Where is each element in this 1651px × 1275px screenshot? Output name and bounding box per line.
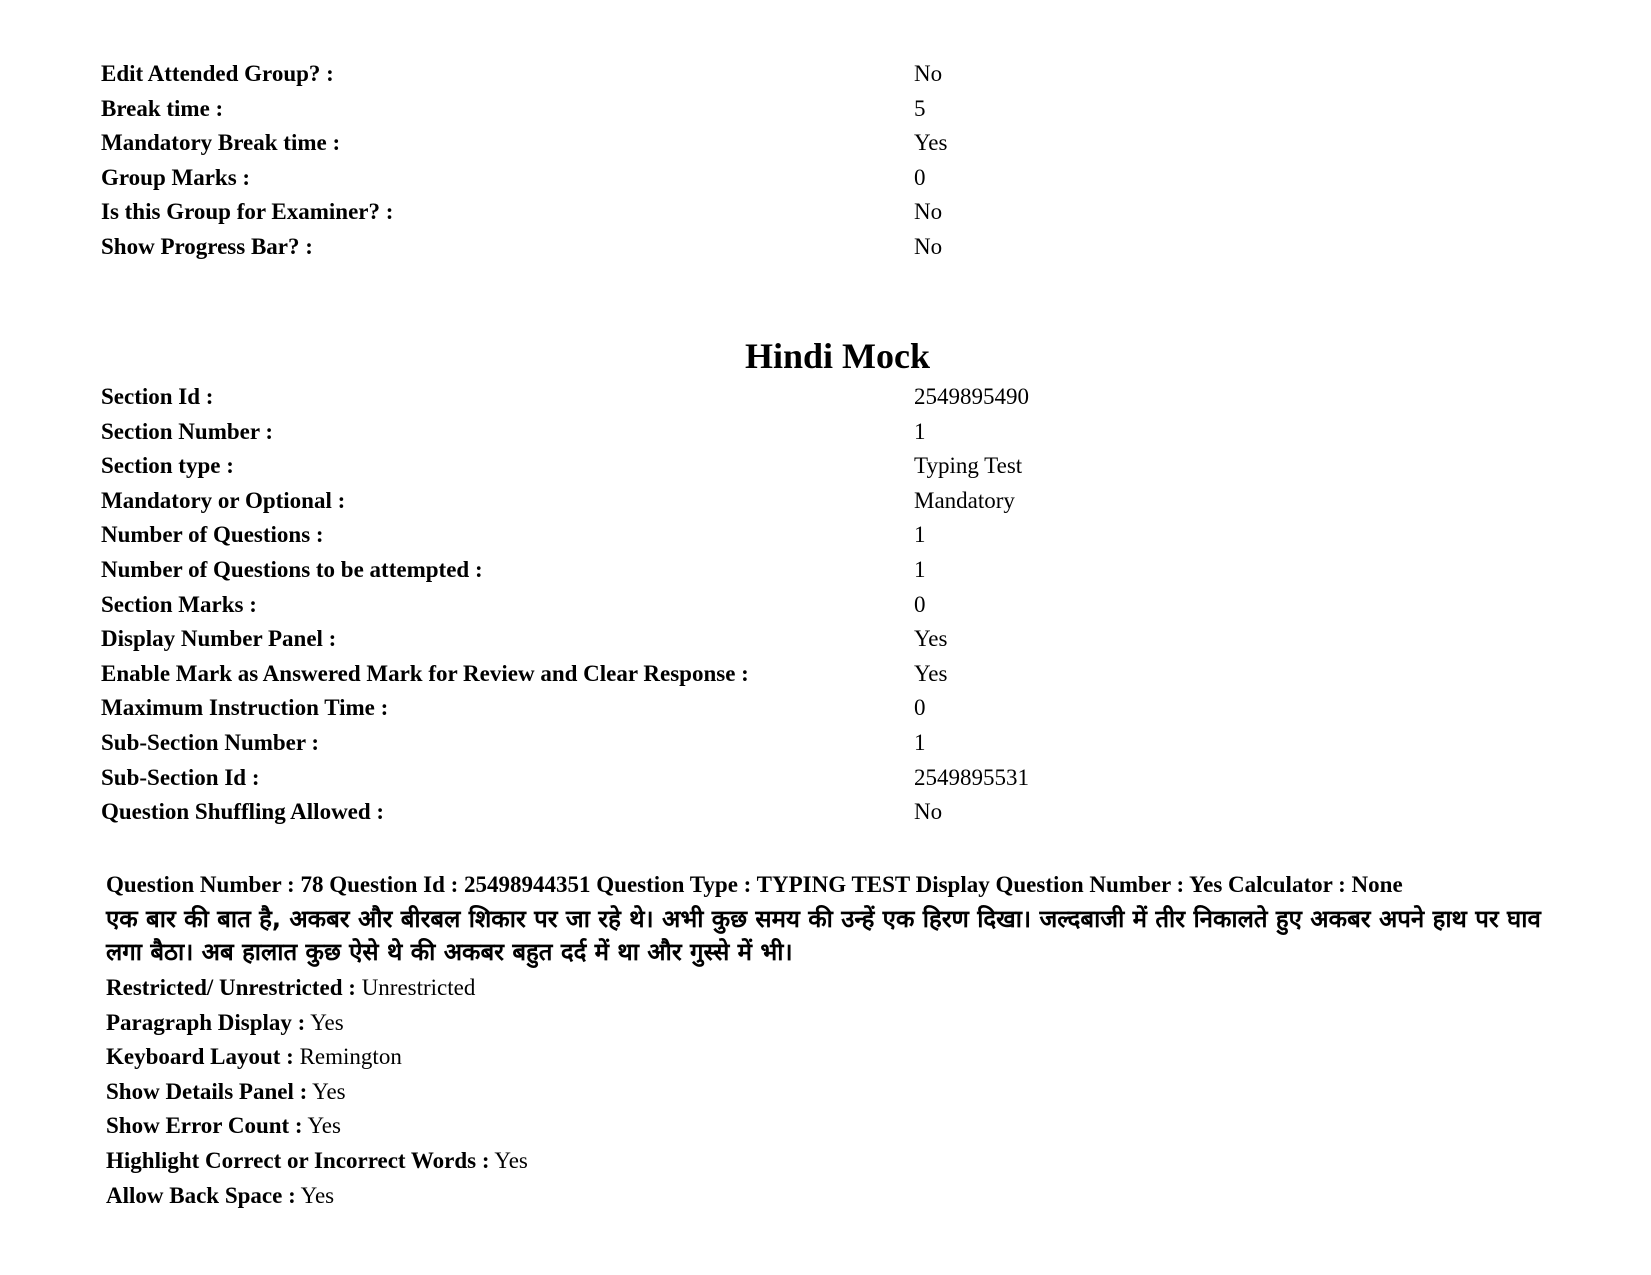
field-label: Section Number :: [101, 418, 274, 444]
option-label: Show Error Count :: [106, 1113, 303, 1139]
question-option-row: [106, 1006, 1566, 1041]
field-label: Question Shuffling Allowed :: [101, 799, 385, 825]
option-label: Restricted/ Unrestricted :: [106, 975, 356, 1000]
field-label: Show Progress Bar? :: [101, 233, 313, 259]
field-label: Break time :: [101, 95, 224, 121]
field-value: Yes: [914, 626, 948, 652]
section-detail-row: [101, 380, 1029, 415]
field-label: Maximum Instruction Time :: [101, 695, 389, 721]
group-setting-row: [101, 126, 947, 161]
section-detail-row: [101, 588, 1029, 623]
field-label: Section type :: [101, 453, 234, 479]
field-value: 1: [914, 522, 926, 548]
question-option-row: [106, 1144, 1566, 1179]
field-label: Sub-Section Id :: [101, 764, 260, 790]
question-option-row: [106, 1179, 1566, 1214]
question-header: Question Number : 78 Question Id : 25498944351 Question Type : TYPING TEST Display Question Number : Yes Calculator : None: [106, 872, 1403, 897]
field-value: 1: [914, 556, 926, 582]
field-value: No: [914, 61, 943, 86]
question-block: [106, 868, 1566, 1213]
option-value: Yes: [312, 1078, 346, 1104]
section-detail-row: [101, 415, 1029, 450]
section-title: Hindi Mock: [744, 336, 931, 376]
section-detail-row: [101, 726, 1029, 761]
field-label: Sub-Section Number :: [101, 729, 320, 755]
option-label: Highlight Correct or Incorrect Words :: [106, 1147, 490, 1173]
field-value: No: [914, 233, 943, 259]
field-label: Display Number Panel :: [101, 626, 337, 652]
field-value: No: [914, 799, 943, 825]
option-value: Unrestricted: [361, 975, 476, 1000]
field-label: Mandatory or Optional :: [101, 487, 346, 513]
option-value: Yes: [300, 1182, 335, 1208]
option-label: Paragraph Display :: [106, 1009, 306, 1035]
field-value: No: [914, 199, 943, 225]
section-detail-row: [101, 622, 1029, 657]
option-label: Show Details Panel :: [106, 1078, 308, 1104]
question-option-row: [106, 1109, 1566, 1144]
section-detail-row: [101, 484, 1029, 519]
section-detail-row: [101, 795, 1029, 830]
field-value: 0: [914, 164, 926, 190]
field-value: 2549895531: [914, 764, 1029, 790]
group-setting-row: [101, 195, 947, 230]
group-setting-row: [101, 161, 947, 196]
section-detail-row: [101, 553, 1029, 588]
field-label: Mandatory Break time :: [101, 130, 341, 156]
field-label: Is this Group for Examiner? :: [101, 199, 394, 225]
field-value: 2549895490: [914, 384, 1029, 409]
section-detail-row: [101, 761, 1029, 796]
field-value: 0: [914, 695, 926, 721]
field-label: Number of Questions :: [101, 522, 324, 548]
field-value: Yes: [914, 660, 948, 686]
option-value: Remington: [299, 1044, 402, 1070]
question-option-row: [106, 1075, 1566, 1110]
option-value: Yes: [310, 1009, 344, 1035]
field-label: Enable Mark as Answered Mark for Review and Clear Response :: [101, 660, 749, 686]
field-label: Section Id :: [101, 384, 214, 409]
field-label: Section Marks :: [101, 591, 257, 617]
question-options: [106, 971, 1566, 1213]
group-setting-row: [101, 57, 947, 92]
field-label: Edit Attended Group? :: [101, 61, 334, 86]
field-value: 0: [914, 591, 926, 617]
option-label: Keyboard Layout :: [106, 1044, 294, 1070]
field-value: Mandatory: [914, 487, 1015, 513]
field-label: Group Marks :: [101, 164, 251, 190]
question-option-row: [106, 1040, 1566, 1075]
section-detail-row: [101, 657, 1029, 692]
field-value: 5: [914, 95, 926, 121]
option-label: Allow Back Space :: [106, 1182, 296, 1208]
field-value: 1: [914, 729, 926, 755]
group-setting-row: [101, 230, 947, 265]
option-value: Yes: [494, 1147, 528, 1173]
field-value: 1: [914, 418, 926, 444]
question-text: एक बार की बात है, अकबर और बीरबल शिकार पर जा रहे थे। अभी कुछ समय की उन्हें एक हिरण दिखा। जल्दबाजी में तीर निकालते हुए अकबर अपने हाथ पर घाव लगा बैठा। अब हालात कुछ ऐसे थे की अकबर बहुत दर्द में था और गुस्से में भी।: [106, 905, 1541, 966]
field-value: Yes: [914, 130, 948, 156]
section-detail-row: [101, 518, 1029, 553]
section-detail-row: [101, 449, 1029, 484]
section-details-table: [101, 380, 1029, 830]
group-setting-row: [101, 92, 947, 127]
group-settings-table: [101, 57, 947, 265]
option-value: Yes: [307, 1113, 341, 1139]
section-detail-row: [101, 691, 1029, 726]
question-option-row: [106, 971, 1566, 1006]
field-label: Number of Questions to be attempted :: [101, 556, 483, 582]
field-value: Typing Test: [914, 453, 1023, 479]
